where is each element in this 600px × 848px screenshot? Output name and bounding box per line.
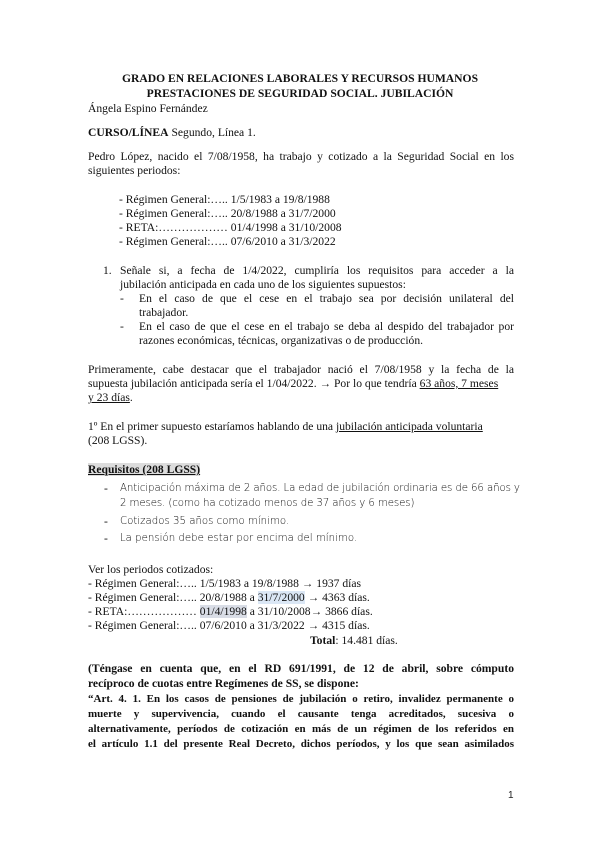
- highlight-date: 01/4/1998: [199, 605, 247, 618]
- age-underlined: 63 años, 7 meses: [419, 377, 499, 390]
- requisitos-heading-row: [88, 463, 514, 477]
- computed-row: - RETA:……………… 01/4/1998 a 31/10/2008→ 3866 días.: [88, 605, 373, 618]
- period-item: - RETA:……………… 01/4/1998 a 31/10/2008: [119, 221, 342, 234]
- computed-row: - Régimen General:….. 07/6/2010 a 31/3/2022 → 4315 días.: [88, 619, 370, 632]
- legal-line-1: (Téngase en cuenta que, en el RD 691/1991, de 12 de abril, sobre cómputo: [88, 662, 514, 675]
- para2-line-1: 1º En el primer supuesto estaríamos hablando de una jubilación anticipada voluntaria: [88, 420, 483, 433]
- case-bullet: -: [120, 292, 124, 305]
- course-line: [88, 126, 514, 140]
- title-line-1: GRADO EN RELACIONES LABORALES Y RECURSOS HUMANOS: [121, 72, 479, 85]
- requisitos-heading: Requisitos (208 LGSS): [88, 463, 201, 476]
- question-line-1: Señale si, a fecha de 1/4/2022, cumpliría los requisitos para acceder a la: [120, 264, 514, 277]
- req-1-line-1: Anticipación máxima de 2 años. La edad de jubilación ordinaria es de 66 años y: [120, 483, 520, 494]
- computed-total: [310, 634, 470, 648]
- case-2-line-2: razones económicas, técnicas, organizativas o de producción.: [139, 334, 424, 347]
- total-value: : 14.481 días.: [335, 634, 398, 647]
- legal-line-5: alternativamente, períodos de cotización en más de un régimen de los referidos en: [88, 723, 514, 735]
- intro-line-1: Pedro López, nacido el 7/08/1958, ha trabajo y cotizado a la Seguridad Social en los: [88, 150, 514, 163]
- req-bullet: -: [104, 515, 108, 528]
- computed-row: - Régimen General:….. 20/8/1988 a 31/7/2000 → 4363 días.: [88, 591, 370, 604]
- course-value: Segundo, Línea 1.: [171, 126, 256, 139]
- para1-line-3: y 23 días.: [88, 391, 133, 404]
- req-1-line-2: 2 meses. (como ha cotizado menos de 37 años y 6 meses): [120, 498, 415, 509]
- computed-heading: Ver los periodos cotizados:: [88, 563, 214, 576]
- case-1-line-2: trabajador.: [139, 306, 189, 319]
- para1-line-1: Primeramente, cabe destacar que el trabajador nació el 7/08/1958 y la fecha de la: [88, 363, 514, 376]
- author-name: Ángela Espino Fernández: [88, 102, 208, 115]
- total-label: Total: [310, 634, 336, 647]
- highlight-date: 31/7/2000: [257, 591, 305, 604]
- case-1-line-1: En el caso de que el cese en el trabajo sea por decisión unilateral del: [139, 292, 514, 305]
- req-2-line-1: Cotizados 35 años como mínimo.: [120, 516, 290, 527]
- page-number: 1: [508, 790, 514, 801]
- legal-line-2: recíproco de cuotas entre Regímenes de SS, se dispone:: [88, 677, 359, 690]
- req-3-line-1: La pensión debe estar por encima del mínimo.: [120, 533, 358, 544]
- course-label: CURSO/LÍNEA: [88, 126, 169, 139]
- title-line-2: PRESTACIONES DE SEGURIDAD SOCIAL. JUBILACIÓN: [146, 87, 454, 100]
- req-bullet: -: [104, 532, 108, 545]
- period-item: - Régimen General:….. 07/6/2010 a 31/3/2022: [119, 235, 336, 248]
- jubilacion-anticipada-link: jubilación anticipada voluntaria: [335, 420, 483, 433]
- question-number: 1.: [103, 264, 112, 277]
- period-item: - Régimen General:….. 1/5/1983 a 19/8/1988: [119, 193, 330, 206]
- legal-line-4: muerte y supervivencia, cuando el causante tenga acreditados, sucesiva o: [88, 708, 514, 720]
- question-line-2: jubilación anticipada en cada uno de los siguientes supuestos:: [120, 278, 406, 291]
- intro-line-2: siguientes periodos:: [88, 164, 181, 177]
- age-days-underlined: y 23 días: [88, 391, 130, 404]
- req-bullet: -: [104, 482, 108, 495]
- case-bullet: -: [120, 320, 124, 333]
- legal-line-3: “Art. 4. 1. En los casos de pensiones de jubilación o retiro, invalidez permanente o: [88, 693, 514, 705]
- para1-line-2: supuesta jubilación anticipada sería el 1/04/2022. → Por lo que tendría 63 años, 7 meses: [88, 377, 499, 390]
- para2-line-2: (208 LGSS).: [88, 434, 148, 447]
- case-2-line-1: En el caso de que el cese en el trabajo se deba al despido del trabajador por: [139, 320, 514, 333]
- period-item: - Régimen General:….. 20/8/1988 a 31/7/2000: [119, 207, 336, 220]
- legal-line-6: el artículo 1.1 del presente Real Decreto, dichos períodos, y los que sean asimilados: [88, 738, 514, 750]
- computed-row: - Régimen General:….. 1/5/1983 a 19/8/1988 → 1937 días: [88, 577, 362, 590]
